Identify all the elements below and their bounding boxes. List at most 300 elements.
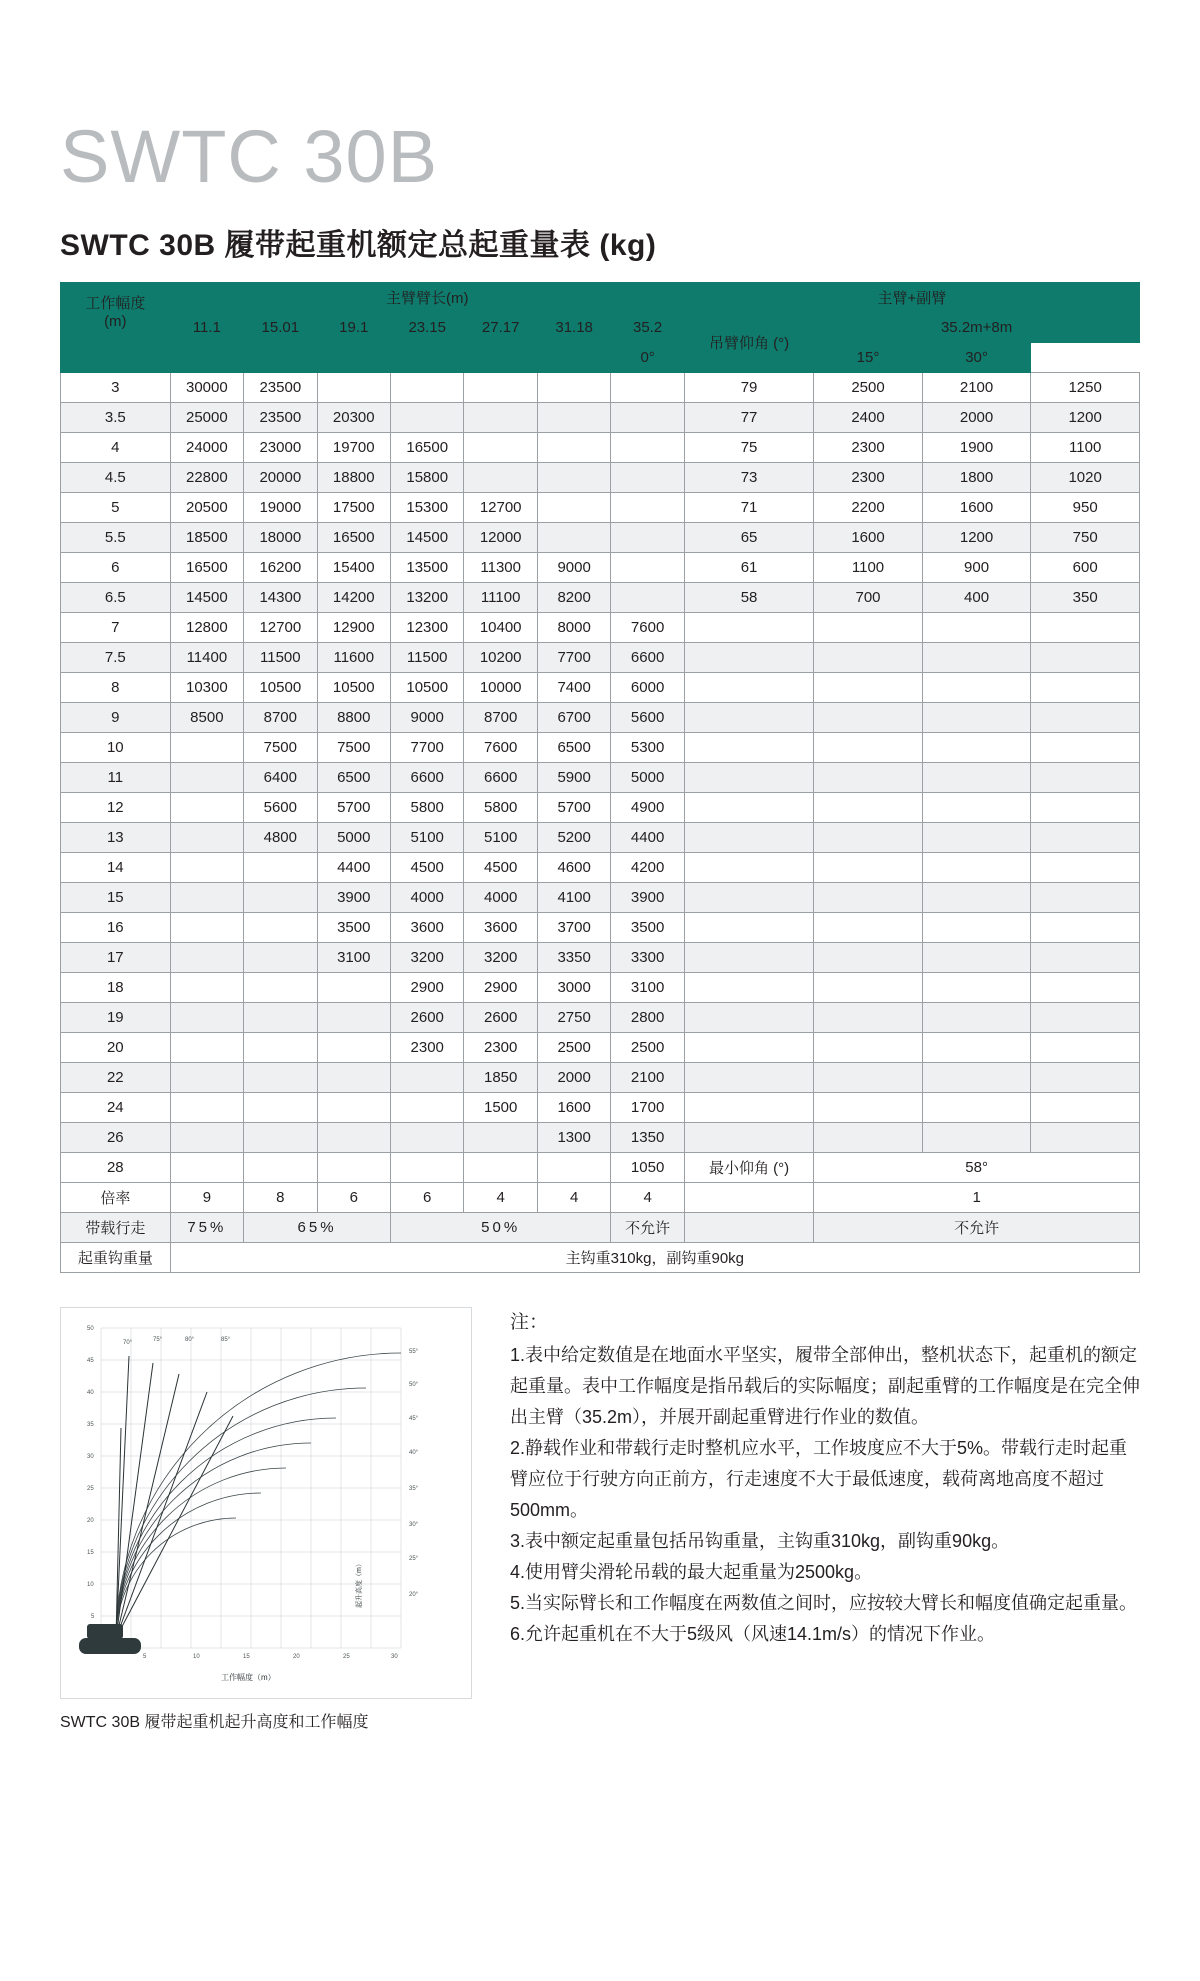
cell-radius: 14 [61,853,171,883]
cell-main-19.1 [317,1093,390,1123]
cell-main-35.2: 1700 [611,1093,685,1123]
cell-jib-30° [1031,1093,1140,1123]
notes-title: 注： [510,1312,549,1333]
svg-text:40°: 40° [409,1450,419,1456]
header-jib-config: 35.2m+8m [814,313,1140,343]
header-boom-27: 27.17 [464,313,537,343]
cell-jib-15° [922,763,1031,793]
cell-radius: 17 [61,943,171,973]
cell-main-35.2: 5300 [611,733,685,763]
cell-main-23.15: 14500 [391,523,464,553]
cell-radius: 19 [61,1003,171,1033]
cell-ratio-23.15: 6 [391,1183,464,1213]
range-diagram [60,1307,472,1699]
cell-main-35.2 [611,583,685,613]
cell-jib-30°: 1100 [1031,433,1140,463]
cell-main-19.1: 5700 [317,793,390,823]
cell-main-15.01: 23000 [244,433,317,463]
cell-main-23.15: 2300 [391,1033,464,1063]
note-item-5: 5.当实际臂长和工作幅度在两数值之间时，应按较大臂长和幅度值确定起重量。 [510,1592,1138,1613]
cell-radius: 9 [61,703,171,733]
cell-main-31.18: 6500 [537,733,610,763]
cell-main-11.1 [170,763,243,793]
cell-ratio-jib: 1 [814,1183,1140,1213]
cell-main-27.17: 5800 [464,793,537,823]
svg-text:30: 30 [391,1654,398,1660]
header-boom-31: 31.18 [537,313,610,343]
cell-main-31.18: 3000 [537,973,610,1003]
cell-main-31.18: 9000 [537,553,610,583]
svg-text:75°: 75° [153,1337,163,1343]
header-radius [61,283,171,343]
chart-y-axis-label: 起升高度（m） [356,1560,363,1608]
svg-text:35: 35 [87,1422,94,1428]
cell-main-31.18 [537,463,610,493]
cell-main-35.2 [611,463,685,493]
cell-main-11.1: 18500 [170,523,243,553]
header-jib-angle-30: 30° [922,343,1031,373]
cell-main-31.18: 7400 [537,673,610,703]
cell-radius: 8 [61,673,171,703]
cell-main-11.1 [170,823,243,853]
cell-radius: 10 [61,733,171,763]
note-item-2: 2.静载作业和带载行走时整机应水平，工作坡度应不大于5%。带载行走时起重臂应位于行驶方向正前方，行走速度不大于最低速度，载荷离地高度不超过500mm。 [510,1437,1128,1520]
cell-main-23.15: 2900 [391,973,464,1003]
table-row [61,883,1140,913]
cell-boom-angle [684,823,813,853]
table-row [61,613,1140,643]
svg-text:25: 25 [343,1654,350,1660]
cell-radius: 3 [61,373,171,403]
cell-main-15.01 [244,1033,317,1063]
cell-jib-0° [814,703,923,733]
cell-radius: 13 [61,823,171,853]
svg-text:5: 5 [91,1614,95,1620]
cell-main-11.1 [170,1093,243,1123]
cell-jib-0°: 2500 [814,373,923,403]
cell-main-23.15: 6600 [391,763,464,793]
cell-jib-15°: 2100 [922,373,1031,403]
svg-text:25°: 25° [409,1556,419,1562]
cell-main-23.15: 3200 [391,943,464,973]
cell-radius: 22 [61,1063,171,1093]
cell-main-19.1: 20300 [317,403,390,433]
cell-jib-30° [1031,913,1140,943]
cell-main-23.15: 2600 [391,1003,464,1033]
table-row [61,433,1140,463]
cell-main-19.1: 14200 [317,583,390,613]
cell-jib-15° [922,733,1031,763]
cell-main-19.1: 6500 [317,763,390,793]
cell-main-23.15: 4500 [391,853,464,883]
cell-jib-0° [814,1123,923,1153]
cell-main-35.2: 4200 [611,853,685,883]
cell-main-19.1: 17500 [317,493,390,523]
cell-jib-30°: 1020 [1031,463,1140,493]
cell-main-19.1: 18800 [317,463,390,493]
cell-main-11.1 [170,1063,243,1093]
cell-jib-15°: 1200 [922,523,1031,553]
cell-main-11.1 [170,1003,243,1033]
cell-travel-50: 50% [391,1213,611,1243]
cell-main-15.01 [244,853,317,883]
cell-main-11.1: 8500 [170,703,243,733]
load-chart-table [60,282,1140,1273]
cell-main-35.2: 3100 [611,973,685,1003]
cell-main-19.1: 16500 [317,523,390,553]
cell-jib-15° [922,703,1031,733]
cell-main-23.15 [391,1123,464,1153]
cell-boom-angle: 79 [684,373,813,403]
cell-main-27.17 [464,1123,537,1153]
cell-jib-15° [922,973,1031,1003]
header-boom-11: 11.1 [170,313,243,343]
cell-jib-30°: 950 [1031,493,1140,523]
cell-jib-15° [922,673,1031,703]
cell-jib-0° [814,1003,923,1033]
cell-main-31.18: 5700 [537,793,610,823]
header-radius-line2: (m) [104,312,127,330]
cell-radius: 5.5 [61,523,171,553]
cell-main-27.17: 12000 [464,523,537,553]
header-boom-35: 35.2 [611,313,685,343]
svg-text:85°: 85° [221,1337,231,1343]
cell-main-15.01: 16200 [244,553,317,583]
cell-main-23.15: 13500 [391,553,464,583]
cell-main-11.1: 24000 [170,433,243,463]
table-row [61,1123,1140,1153]
cell-main-35.2 [611,373,685,403]
table-row [61,1063,1140,1093]
svg-text:20: 20 [293,1654,300,1660]
cell-main-31.18: 8200 [537,583,610,613]
cell-main-31.18 [537,523,610,553]
header-boom-angle: 吊臂仰角 (°) [684,313,813,373]
cell-jib-30°: 600 [1031,553,1140,583]
cell-jib-0°: 2300 [814,433,923,463]
cell-main-27.17 [464,433,537,463]
cell-main-23.15: 9000 [391,703,464,733]
table-row [61,403,1140,433]
cell-main-23.15: 15300 [391,493,464,523]
cell-radius: 7 [61,613,171,643]
cell-jib-15° [922,853,1031,883]
cell-main-15.01: 20000 [244,463,317,493]
cell-boom-angle: 73 [684,463,813,493]
cell-radius: 11 [61,763,171,793]
cell-jib-15° [922,883,1031,913]
cell-main-19.1: 3900 [317,883,390,913]
table-row [61,553,1140,583]
cell-main-11.1 [170,793,243,823]
cell-main-35.2: 5000 [611,763,685,793]
chart-x-axis-label: 工作幅度（m） [221,1673,276,1682]
cell-main-19.1 [317,1063,390,1093]
cell-main-35.2 [611,493,685,523]
cell-main-31.18: 1300 [537,1123,610,1153]
cell-main-31.18 [537,1153,610,1183]
cell-main-11.1: 20500 [170,493,243,523]
cell-jib-30° [1031,943,1140,973]
svg-text:55°: 55° [409,1349,419,1355]
cell-jib-15° [922,823,1031,853]
cell-main-15.01 [244,913,317,943]
cell-ratio-31.18: 4 [537,1183,610,1213]
svg-text:5: 5 [143,1654,147,1660]
cell-main-27.17: 4500 [464,853,537,883]
header-boom-23: 23.15 [391,313,464,343]
cell-main-27.17: 11300 [464,553,537,583]
cell-ratio-11.1: 9 [170,1183,243,1213]
table-row [61,733,1140,763]
cell-boom-angle [684,673,813,703]
cell-main-27.17: 2900 [464,973,537,1003]
cell-main-35.2 [611,553,685,583]
cell-main-11.1: 10300 [170,673,243,703]
cell-jib-0° [814,973,923,1003]
cell-radius: 7.5 [61,643,171,673]
cell-jib-0° [814,793,923,823]
note-item-6: 6.允许起重机在不大于5级风（风速14.1m/s）的情况下作业。 [510,1623,996,1644]
cell-main-11.1: 25000 [170,403,243,433]
note-item-3: 3.表中额定起重量包括吊钩重量，主钩重310kg，副钩重90kg。 [510,1530,1010,1551]
table-row [61,853,1140,883]
chart-caption: SWTC 30B 履带起重机起升高度和工作幅度 [60,1714,369,1731]
svg-text:40: 40 [87,1390,94,1396]
cell-jib-30° [1031,1063,1140,1093]
cell-main-23.15: 16500 [391,433,464,463]
cell-min-angle-value: 58° [814,1153,1140,1183]
cell-radius: 16 [61,913,171,943]
table-body [61,373,1140,1273]
cell-main-27.17: 5100 [464,823,537,853]
cell-main-31.18: 5200 [537,823,610,853]
table-row-hook [61,1243,1140,1273]
table-row [61,523,1140,553]
cell-jib-0° [814,733,923,763]
cell-boom-angle [684,733,813,763]
cell-main-15.01 [244,1003,317,1033]
table-row [61,943,1140,973]
cell-jib-30°: 1200 [1031,403,1140,433]
cell-ratio-15.01: 8 [244,1183,317,1213]
cell-boom-angle [684,943,813,973]
cell-main-31.18: 3700 [537,913,610,943]
cell-jib-15° [922,913,1031,943]
cell-main-15.01 [244,1153,317,1183]
cell-jib-30° [1031,643,1140,673]
cell-main-35.2: 2100 [611,1063,685,1093]
cell-main-27.17: 12700 [464,493,537,523]
table-row [61,643,1140,673]
cell-main-15.01: 23500 [244,403,317,433]
cell-radius: 20 [61,1033,171,1063]
cell-boom-angle [684,763,813,793]
cell-main-35.2: 1350 [611,1123,685,1153]
cell-boom-angle: 75 [684,433,813,463]
cell-jib-15°: 1900 [922,433,1031,463]
cell-main-15.01: 12700 [244,613,317,643]
cell-travel-blank [684,1213,813,1243]
cell-main-31.18 [537,373,610,403]
cell-hook-value: 主钩重310kg，副钩重90kg [170,1243,1139,1273]
cell-main-31.18: 2500 [537,1033,610,1063]
table-row [61,1093,1140,1123]
svg-text:15: 15 [243,1654,250,1660]
cell-jib-0° [814,643,923,673]
cell-main-27.17 [464,403,537,433]
cell-radius: 6.5 [61,583,171,613]
cell-travel-label: 带载行走 [61,1213,171,1243]
cell-main-23.15: 10500 [391,673,464,703]
cell-main-35.2: 5600 [611,703,685,733]
cell-main-15.01: 19000 [244,493,317,523]
cell-main-35.2: 2500 [611,1033,685,1063]
cell-main-15.01 [244,883,317,913]
notes-column [502,1307,1140,1732]
cell-main-23.15: 5800 [391,793,464,823]
cell-radius: 24 [61,1093,171,1123]
cell-ratio-19.1: 6 [317,1183,390,1213]
cell-main-23.15: 12300 [391,613,464,643]
cell-jib-0°: 1100 [814,553,923,583]
cell-jib-30°: 350 [1031,583,1140,613]
cell-jib-15°: 400 [922,583,1031,613]
cell-main-23.15: 15800 [391,463,464,493]
cell-main-31.18: 2750 [537,1003,610,1033]
cell-main-31.18: 4600 [537,853,610,883]
table-row [61,763,1140,793]
table-row [61,373,1140,403]
cell-radius: 26 [61,1123,171,1153]
cell-main-31.18 [537,493,610,523]
table-row [61,493,1140,523]
cell-radius: 5 [61,493,171,523]
cell-main-35.2: 1050 [611,1153,685,1183]
cell-boom-angle: 77 [684,403,813,433]
cell-main-35.2: 4400 [611,823,685,853]
cell-jib-30°: 1250 [1031,373,1140,403]
cell-jib-15°: 1800 [922,463,1031,493]
cell-ratio-35.2: 4 [611,1183,685,1213]
cell-jib-15° [922,943,1031,973]
cell-main-15.01: 4800 [244,823,317,853]
cell-main-15.01: 7500 [244,733,317,763]
cell-jib-30° [1031,823,1140,853]
cell-ratio-27.17: 4 [464,1183,537,1213]
cell-main-19.1: 10500 [317,673,390,703]
table-row [61,1033,1140,1063]
cell-boom-angle [684,1033,813,1063]
svg-text:10: 10 [193,1654,200,1660]
cell-boom-angle [684,1003,813,1033]
lower-section [60,1307,1140,1732]
table-row [61,703,1140,733]
cell-jib-15° [922,1033,1031,1063]
table-row [61,673,1140,703]
cell-main-15.01: 10500 [244,673,317,703]
table-row [61,793,1140,823]
cell-main-23.15: 13200 [391,583,464,613]
cell-jib-0° [814,1063,923,1093]
cell-boom-angle [684,973,813,1003]
cell-main-11.1 [170,943,243,973]
table-row [61,973,1140,1003]
cell-jib-15° [922,613,1031,643]
cell-main-19.1: 12900 [317,613,390,643]
header-jib-angle-15: 15° [814,343,923,373]
svg-text:10: 10 [87,1582,94,1588]
cell-main-23.15: 3600 [391,913,464,943]
cell-main-19.1 [317,1033,390,1063]
cell-radius: 12 [61,793,171,823]
cell-jib-15° [922,1003,1031,1033]
cell-jib-0° [814,763,923,793]
header-radius-line1: 工作幅度 [85,295,146,313]
cell-boom-angle [684,613,813,643]
cell-main-31.18: 4100 [537,883,610,913]
header-jib: 主臂+副臂 [684,283,1139,313]
cell-jib-0° [814,1033,923,1063]
cell-main-23.15: 4000 [391,883,464,913]
cell-jib-30° [1031,973,1140,1003]
cell-main-11.1 [170,733,243,763]
cell-main-27.17: 11100 [464,583,537,613]
cell-main-31.18 [537,403,610,433]
svg-text:15: 15 [87,1550,94,1556]
cell-main-23.15 [391,373,464,403]
cell-main-19.1: 4400 [317,853,390,883]
cell-main-23.15 [391,1093,464,1123]
cell-boom-angle [684,703,813,733]
svg-text:20: 20 [87,1518,94,1524]
header-boom-19: 19.1 [317,313,390,343]
cell-jib-15° [922,793,1031,823]
cell-main-27.17: 1850 [464,1063,537,1093]
cell-main-19.1: 11600 [317,643,390,673]
svg-text:70°: 70° [123,1340,133,1346]
cell-main-19.1 [317,973,390,1003]
cell-main-35.2: 3900 [611,883,685,913]
table-header-row-2 [61,313,1140,343]
cell-jib-30° [1031,703,1140,733]
cell-main-35.2: 6000 [611,673,685,703]
cell-jib-15°: 900 [922,553,1031,583]
note-item-4: 4.使用臂尖滑轮吊载的最大起重量为2500kg。 [510,1561,873,1582]
cell-main-27.17 [464,373,537,403]
cell-jib-15° [922,1093,1031,1123]
cell-main-15.01: 23500 [244,373,317,403]
table-header-row-3 [61,343,1140,373]
cell-jib-0° [814,1093,923,1123]
cell-jib-30° [1031,1033,1140,1063]
cell-main-11.1: 30000 [170,373,243,403]
cell-jib-0° [814,913,923,943]
cell-jib-0° [814,943,923,973]
cell-main-27.17: 10400 [464,613,537,643]
cell-main-31.18: 3350 [537,943,610,973]
cell-jib-0° [814,613,923,643]
svg-text:50: 50 [87,1326,94,1332]
cell-jib-30° [1031,613,1140,643]
cell-radius: 6 [61,553,171,583]
cell-main-35.2: 2800 [611,1003,685,1033]
cell-main-27.17: 6600 [464,763,537,793]
cell-main-31.18: 2000 [537,1063,610,1093]
cell-jib-30° [1031,883,1140,913]
cell-jib-0°: 2200 [814,493,923,523]
cell-main-27.17: 1500 [464,1093,537,1123]
